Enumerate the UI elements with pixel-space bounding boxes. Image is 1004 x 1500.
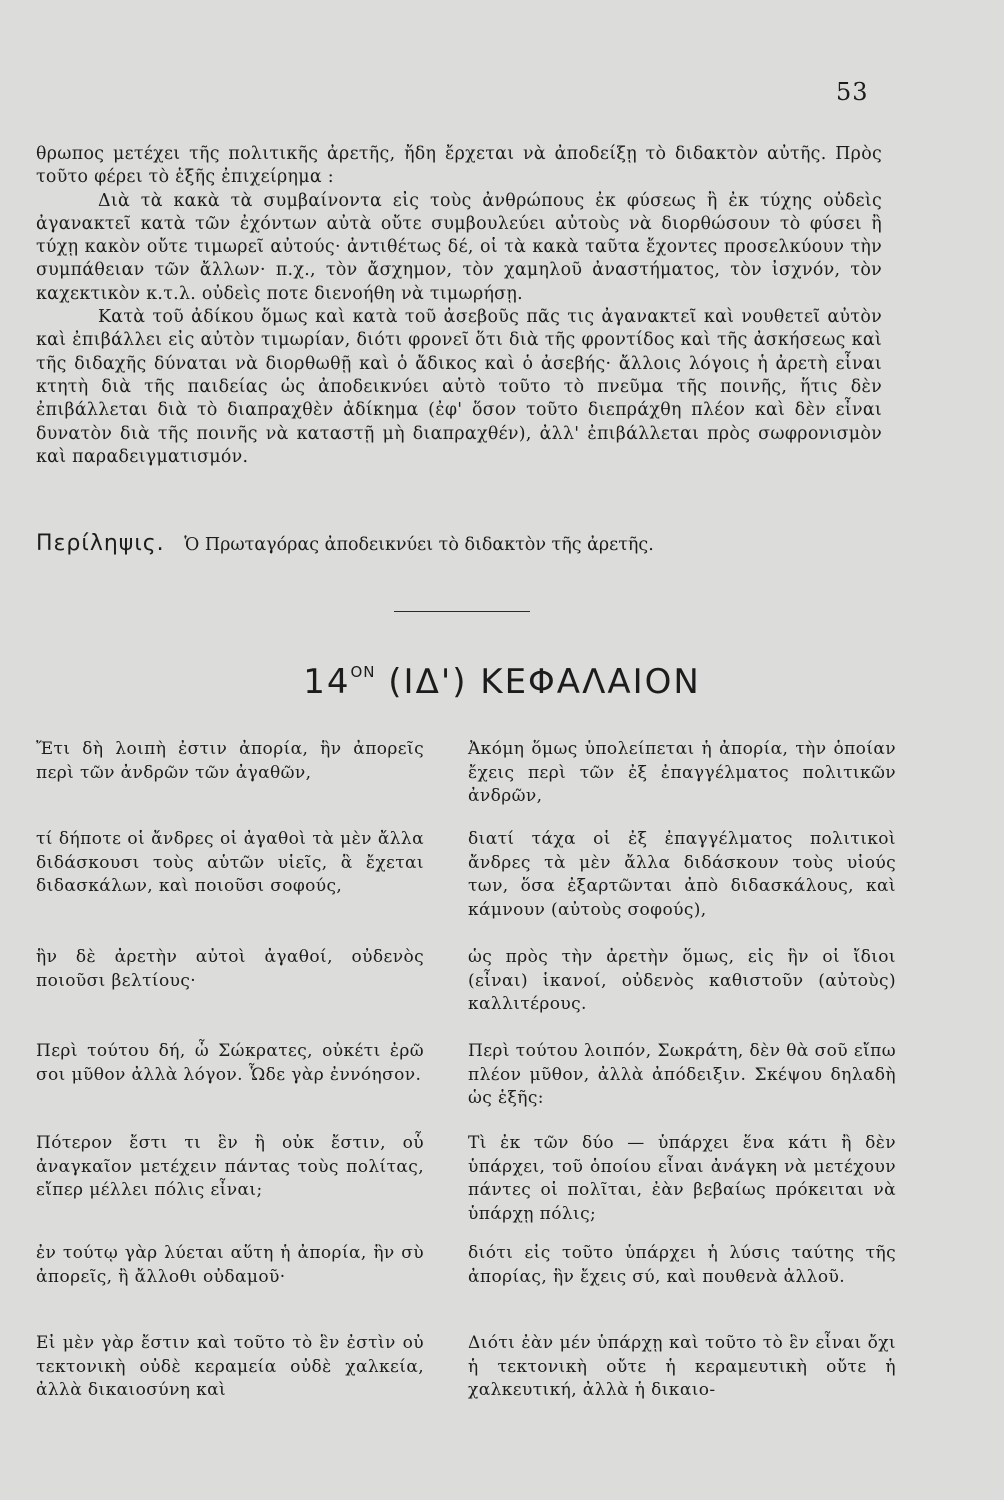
chapter-heading: [0, 662, 1004, 702]
chapter-title-text: (ΙΔ') ΚΕΦΑΛΑΙΟΝ: [388, 662, 701, 702]
summary-text: Ὁ Πρωταγόρας ἀποδεικνύει τὸ διδακτὸν τῆς ἀρετῆς.: [184, 535, 654, 555]
original-text: Περὶ τούτου δή, ὦ Σώκρατες, οὐκέτι ἐρῶ σοι μῦθον ἀλλὰ λόγον. Ὧδε γὰρ ἐννόησον.: [36, 1041, 424, 1085]
translation-text: διατί τάχα οἱ ἐξ ἐπαγγέλματος πολιτικοὶ ἄνδρες τὰ μὲν ἄλλα διδάσκουν τοὺς υἱούς των, ὅσα ἐξαρτῶνται ἀπὸ διδασκάλους, καὶ κάμνουν (αὐτοὺς σοφούς),: [468, 829, 896, 920]
original-text: Ἔτι δὴ λοιπὴ ἐστιν ἀπορία, ἣν ἀπορεῖς περὶ τῶν ἀνδρῶν τῶν ἀγαθῶν,: [36, 739, 424, 783]
intro-paragraph: θρωπος μετέχει τῆς πολιτικῆς ἀρετῆς, ἤδη ἔρχεται νὰ ἀποδείξῃ τὸ διδακτὸν αὐτῆς. Πρὸς τοῦτο φέρει τὸ ἑξῆς ἐπιχείρημα :: [36, 144, 882, 188]
original-text: ἐν τούτῳ γὰρ λύεται αὕτη ἡ ἀπορία, ἣν σὺ ἀπορεῖς, ἢ ἄλλοθι οὐδαμοῦ·: [36, 1243, 424, 1287]
original-text: ἣν δὲ ἀρετὴν αὐτοὶ ἀγαθοί, οὐδενὸς ποιοῦσι βελτίους·: [36, 947, 424, 991]
translation-text: Τὶ ἐκ τῶν δύο — ὑπάρχει ἕνα κάτι ἢ δὲν ὑπάρχει, τοῦ ὁποίου εἶναι ἀνάγκη νὰ μετέχουν πάντες οἱ πολῖται, ἐὰν βεβαίως πρόκειται νὰ ὑπάρχῃ πόλις;: [468, 1133, 896, 1224]
chapter-number: 14: [303, 662, 351, 702]
chapter-number-suffix: ΟΝ: [350, 663, 376, 681]
page-number: 53: [836, 78, 869, 106]
original-text: Εἰ μὲν γὰρ ἔστιν καὶ τοῦτο τὸ ἓν ἐστὶν οὐ τεκτονικὴ οὐδὲ κεραμεία οὐδὲ χαλκεία, ἀλλὰ δικαιοσύνη καὶ: [36, 1333, 424, 1400]
summary: [36, 530, 896, 559]
translation-text: ὡς πρὸς τὴν ἀρετὴν ὅμως, εἰς ἣν οἱ ἴδιοι (εἶναι) ἱκανοί, οὐδενὸς καθιστοῦν (αὐτοὺς) καλλιτέρους.: [468, 947, 896, 1014]
intro-commentary: [36, 143, 882, 469]
translation-text: Ἀκόμη ὅμως ὑπολείπεται ἡ ἀπορία, τὴν ὁποίαν ἔχεις περὶ τῶν ἐξ ἐπαγγέλματος πολιτικῶν ἀνδρῶν,: [468, 739, 896, 806]
intro-paragraph: Διὰ τὰ κακὰ τὰ συμβαίνοντα εἰς τοὺς ἀνθρώπους ἐκ φύσεως ἢ ἐκ τύχης οὐδεὶς ἀγανακτεῖ κατὰ τῶν ἐχόντων αὐτὰ οὔτε συμβουλεύει αὐτοὺς νὰ διορθώσουν τὸ φύσει ἢ τύχῃ κακὸν οὔτε τιμωρεῖ αὐτούς· ἀντιθέτως δέ, οἱ τὰ κακὰ ταῦτα ἔχοντες προσελκύουν τὴν συμπάθειαν τῶν ἄλλων· π.χ., τὸν ἄσχημον, τὸν χαμηλοῦ ἀναστήματος, τὸν ἰσχνόν, τὸν καχεκτικὸν κ.τ.λ. οὐδεὶς ποτε διενοήθη νὰ τιμωρήσῃ.: [36, 190, 882, 304]
translation-text: Διότι ἐὰν μέν ὑπάρχῃ καὶ τοῦτο τὸ ἓν εἶναι ὄχι ἡ τεκτονικὴ οὔτε ἡ κεραμευτικὴ οὔτε ἡ χαλκευτική, ἀλλὰ ἡ δικαιο-: [468, 1333, 896, 1400]
original-text: Πότερον ἔστι τι ἓν ἢ οὐκ ἔστιν, οὗ ἀναγκαῖον μετέχειν πάντας τοὺς πολίτας, εἴπερ μέλλει πόλις εἶναι;: [36, 1133, 424, 1200]
summary-label: Περίληψις.: [36, 531, 165, 556]
translation-text: Περὶ τούτου λοιπόν, Σωκράτη, δὲν θὰ σοῦ εἴπω πλέον μῦθον, ἀλλὰ ἀπόδειξιν. Σκέψου δηλαδὴ ὡς ἑξῆς:: [468, 1041, 896, 1108]
section-divider: [394, 611, 530, 612]
original-text: τί δήποτε οἱ ἄνδρες οἱ ἀγαθοὶ τὰ μὲν ἄλλα διδάσκουσι τοὺς αὑτῶν υἱεῖς, ἃ ἔχεται διδασκάλων, καὶ ποιοῦσι σοφούς,: [36, 829, 424, 896]
translation-text: διότι εἰς τοῦτο ὑπάρχει ἡ λύσις ταύτης τῆς ἀπορίας, ἣν ἔχεις σύ, καὶ πουθενὰ ἀλλοῦ.: [468, 1243, 896, 1287]
intro-paragraph: Κατὰ τοῦ ἀδίκου ὅμως καὶ κατὰ τοῦ ἀσεβοῦς πᾶς τις ἀγανακτεῖ καὶ νουθετεῖ αὐτὸν καὶ ἐπιβάλλει εἰς αὐτὸν τιμωρίαν, διότι φρονεῖ ὅτι διὰ τῆς φροντίδος καὶ τῆς ἀσκήσεως καὶ τῆς διδαχῆς δύναται νὰ διορθωθῇ καὶ ὁ ἄδικος καὶ ὁ ἀσεβής· ἄλλοις λόγοις ἡ ἀρετὴ εἶναι κτητὴ διὰ τῆς παιδείας ὡς ἀποδεικνύει αὐτὸ τοῦτο τὸ πνεῦμα τῆς ποινῆς, ἥτις δὲν ἐπιβάλλεται διὰ τὸ διαπραχθὲν ἀδίκημα (ἐφ' ὅσον τοῦτο διεπράχθη πλέον καὶ δὲν εἶναι δυνατὸν διὰ τῆς ποινῆς νὰ καταστῇ μὴ διαπραχθέν), ἀλλ' ἐπιβάλλεται πρὸς σωφρονισμὸν καὶ παραδειγματισμόν.: [36, 307, 882, 467]
